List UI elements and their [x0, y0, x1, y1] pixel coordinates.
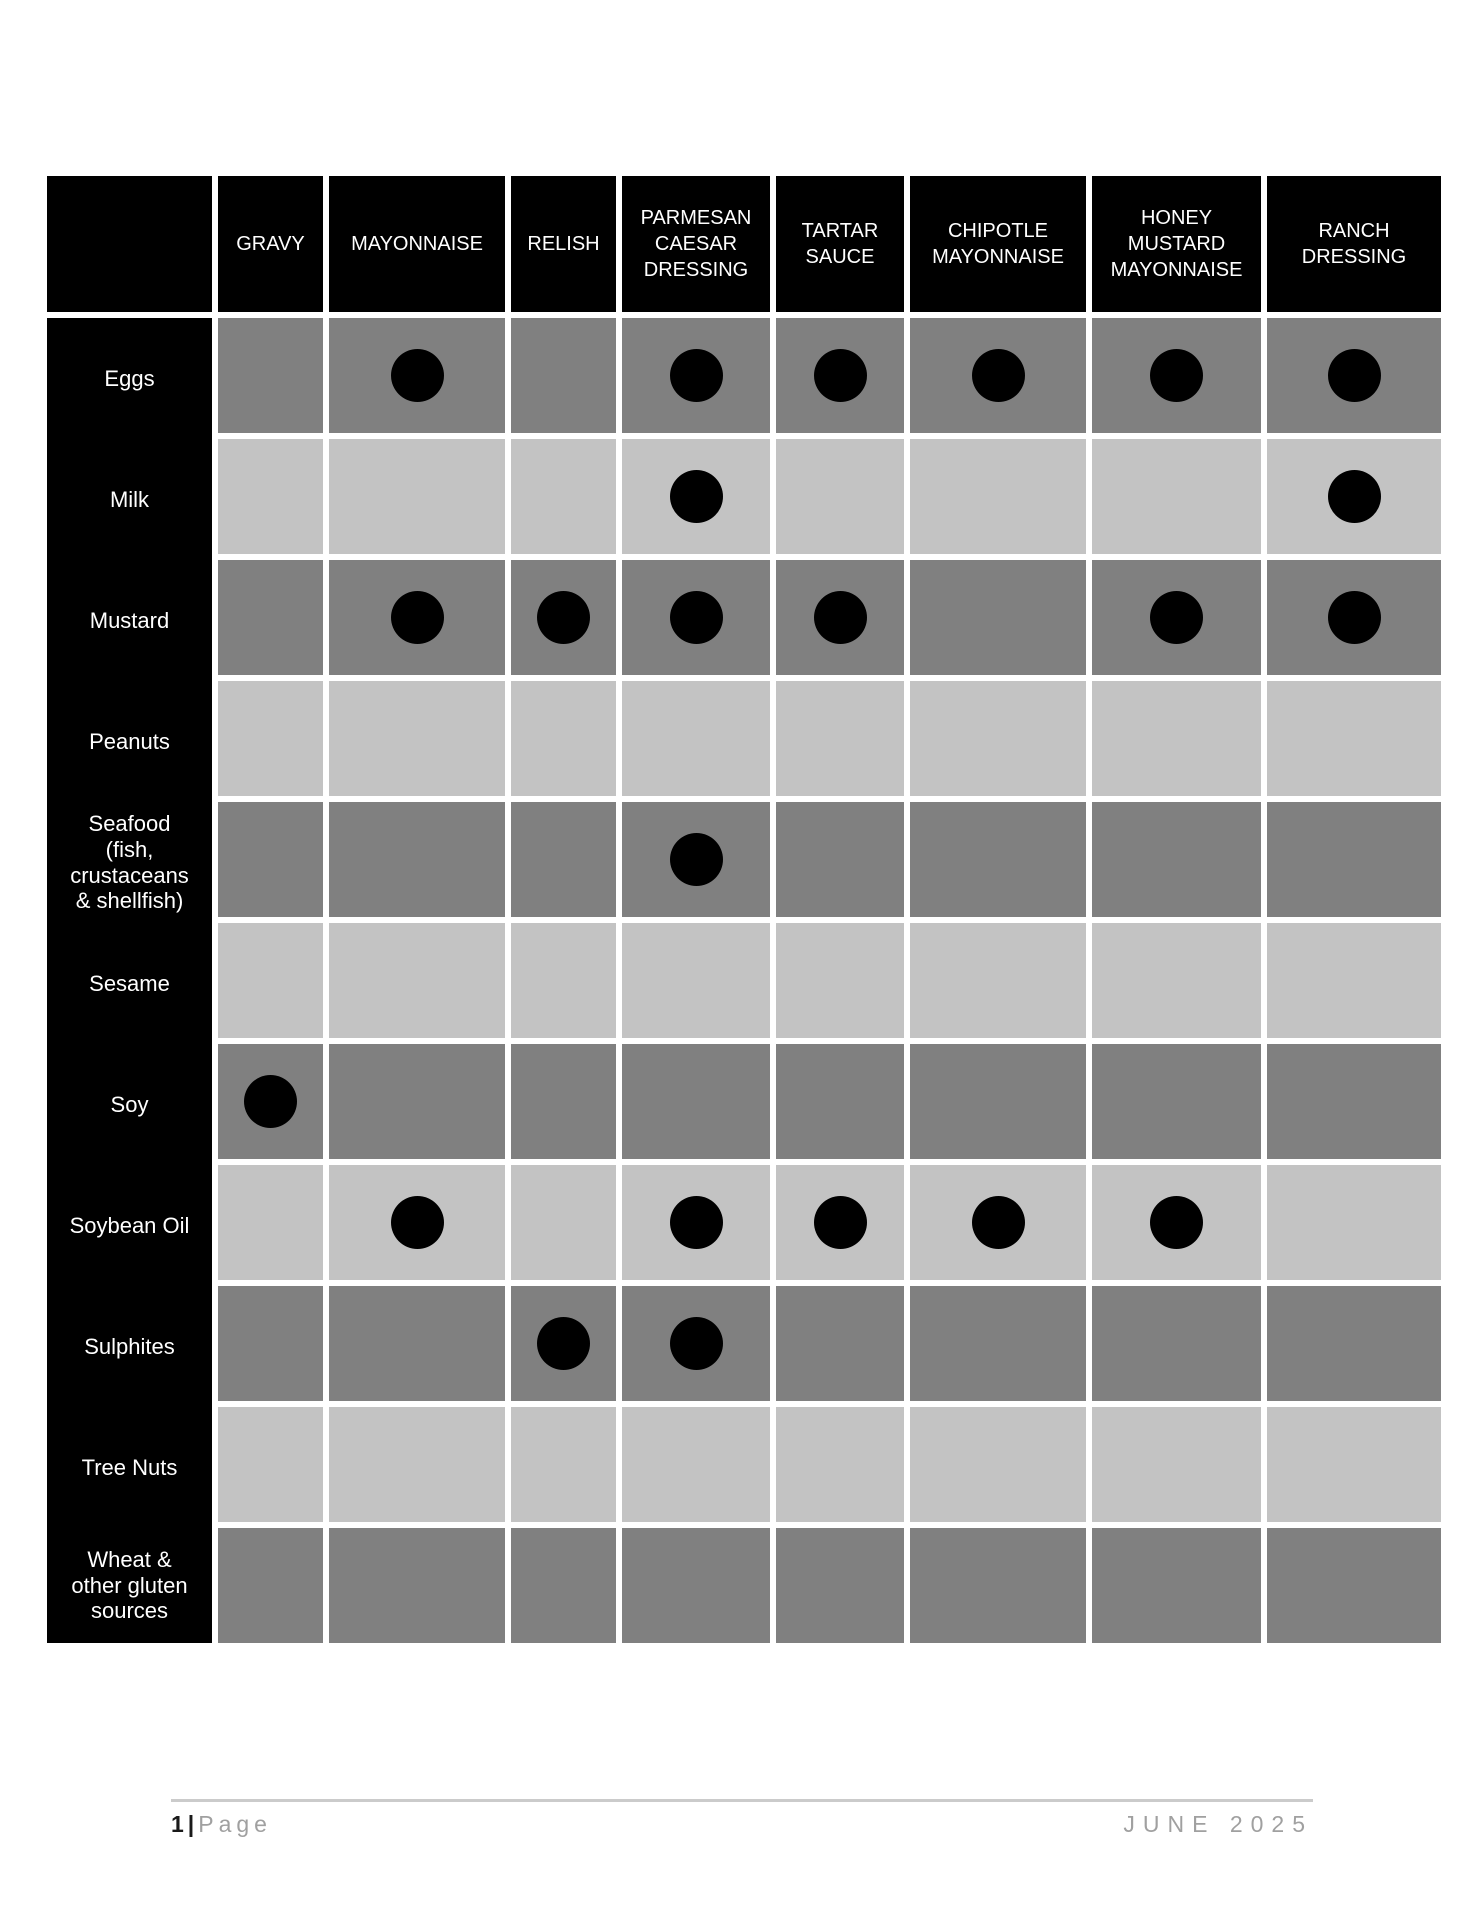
cell-milk-mayonnaise: [329, 439, 505, 554]
allergen-present-dot: [1328, 591, 1381, 644]
cell-sulphites-mayonnaise: [329, 1286, 505, 1401]
cell-soybean-oil-ranch-dressing: [1267, 1165, 1441, 1280]
cell-wheat-other-gluten-sources-mayonnaise: [329, 1528, 505, 1643]
row-label-mustard: Mustard: [89, 607, 170, 633]
page-number-area: [171, 1811, 272, 1838]
row-label-column: [47, 176, 212, 1643]
allergen-present-dot: [814, 349, 867, 402]
cell-eggs-gravy: [218, 318, 323, 433]
cell-sulphites-relish: [511, 1286, 616, 1401]
allergen-present-dot: [1150, 349, 1203, 402]
column-header-ranch-dressing: RANCH DRESSING: [1267, 176, 1441, 312]
allergen-grid: [218, 176, 1441, 1643]
allergen-present-dot: [670, 1196, 723, 1249]
cell-wheat-other-gluten-sources-gravy: [218, 1528, 323, 1643]
allergen-present-dot: [1328, 349, 1381, 402]
cell-milk-chipotle-mayonnaise: [910, 439, 1086, 554]
cell-soy-ranch-dressing: [1267, 1044, 1441, 1159]
cell-soy-parmesan-caesar-dressing: [622, 1044, 770, 1159]
cell-milk-relish: [511, 439, 616, 554]
cell-soybean-oil-relish: [511, 1165, 616, 1280]
allergen-present-dot: [244, 1075, 297, 1128]
row-label-peanuts: Peanuts: [89, 728, 170, 754]
cell-peanuts-relish: [511, 681, 616, 796]
cell-seafood-fish-crustaceans-shellfish-tartar-sauce: [776, 802, 904, 917]
cell-wheat-other-gluten-sources-chipotle-mayonnaise: [910, 1528, 1086, 1643]
cell-sesame-chipotle-mayonnaise: [910, 923, 1086, 1038]
cell-mustard-gravy: [218, 560, 323, 675]
row-label-eggs: Eggs: [104, 365, 155, 391]
cell-peanuts-gravy: [218, 681, 323, 796]
cell-seafood-fish-crustaceans-shellfish-chipotle-mayonnaise: [910, 802, 1086, 917]
column-header-gravy: GRAVY: [218, 176, 323, 312]
cell-tree-nuts-relish: [511, 1407, 616, 1522]
column-header-parmesan-caesar-dressing: PARMESAN CAESAR DRESSING: [622, 176, 770, 312]
cell-eggs-parmesan-caesar-dressing: [622, 318, 770, 433]
cell-sulphites-gravy: [218, 1286, 323, 1401]
cell-mustard-honey-mustard-mayonnaise: [1092, 560, 1261, 675]
cell-mustard-ranch-dressing: [1267, 560, 1441, 675]
allergen-present-dot: [670, 470, 723, 523]
cell-sulphites-chipotle-mayonnaise: [910, 1286, 1086, 1401]
cell-seafood-fish-crustaceans-shellfish-gravy: [218, 802, 323, 917]
allergen-present-dot: [814, 1196, 867, 1249]
cell-soybean-oil-chipotle-mayonnaise: [910, 1165, 1086, 1280]
allergen-present-dot: [537, 591, 590, 644]
row-label-seafood-fish-crustaceans-shellfish: Seafood (fish, crustaceans & shellfish): [70, 810, 189, 914]
cell-milk-honey-mustard-mayonnaise: [1092, 439, 1261, 554]
cell-tree-nuts-gravy: [218, 1407, 323, 1522]
cell-mustard-tartar-sauce: [776, 560, 904, 675]
cell-soybean-oil-parmesan-caesar-dressing: [622, 1165, 770, 1280]
page-label: Page: [198, 1811, 272, 1837]
cell-sulphites-honey-mustard-mayonnaise: [1092, 1286, 1261, 1401]
cell-eggs-mayonnaise: [329, 318, 505, 433]
cell-peanuts-chipotle-mayonnaise: [910, 681, 1086, 796]
table-corner-cell: [47, 176, 212, 312]
cell-wheat-other-gluten-sources-tartar-sauce: [776, 1528, 904, 1643]
cell-sesame-gravy: [218, 923, 323, 1038]
cell-soybean-oil-honey-mustard-mayonnaise: [1092, 1165, 1261, 1280]
cell-wheat-other-gluten-sources-ranch-dressing: [1267, 1528, 1441, 1643]
page-footer: [171, 1799, 1313, 1838]
cell-milk-ranch-dressing: [1267, 439, 1441, 554]
allergen-present-dot: [391, 591, 444, 644]
cell-eggs-relish: [511, 318, 616, 433]
allergen-present-dot: [391, 349, 444, 402]
cell-milk-parmesan-caesar-dressing: [622, 439, 770, 554]
cell-mustard-mayonnaise: [329, 560, 505, 675]
cell-peanuts-ranch-dressing: [1267, 681, 1441, 796]
cell-sesame-relish: [511, 923, 616, 1038]
allergen-present-dot: [670, 349, 723, 402]
cell-tree-nuts-honey-mustard-mayonnaise: [1092, 1407, 1261, 1522]
cell-sesame-tartar-sauce: [776, 923, 904, 1038]
cell-soy-tartar-sauce: [776, 1044, 904, 1159]
cell-seafood-fish-crustaceans-shellfish-honey-mustard-mayonnaise: [1092, 802, 1261, 917]
cell-peanuts-parmesan-caesar-dressing: [622, 681, 770, 796]
cell-wheat-other-gluten-sources-honey-mustard-mayonnaise: [1092, 1528, 1261, 1643]
allergen-present-dot: [1150, 591, 1203, 644]
allergen-present-dot: [972, 349, 1025, 402]
cell-tree-nuts-tartar-sauce: [776, 1407, 904, 1522]
allergen-present-dot: [1328, 470, 1381, 523]
cell-tree-nuts-parmesan-caesar-dressing: [622, 1407, 770, 1522]
cell-eggs-ranch-dressing: [1267, 318, 1441, 433]
allergen-present-dot: [537, 1317, 590, 1370]
cell-soy-gravy: [218, 1044, 323, 1159]
cell-sesame-honey-mustard-mayonnaise: [1092, 923, 1261, 1038]
page-number-separator: |: [187, 1811, 195, 1837]
cell-soy-relish: [511, 1044, 616, 1159]
allergen-present-dot: [391, 1196, 444, 1249]
row-label-sulphites: Sulphites: [84, 1333, 175, 1359]
row-label-soybean-oil: Soybean Oil: [69, 1212, 190, 1238]
column-header-tartar-sauce: TARTAR SAUCE: [776, 176, 904, 312]
page-number: 1: [171, 1811, 186, 1837]
allergen-present-dot: [972, 1196, 1025, 1249]
cell-sesame-mayonnaise: [329, 923, 505, 1038]
cell-tree-nuts-mayonnaise: [329, 1407, 505, 1522]
allergen-present-dot: [1150, 1196, 1203, 1249]
cell-peanuts-honey-mustard-mayonnaise: [1092, 681, 1261, 796]
cell-wheat-other-gluten-sources-parmesan-caesar-dressing: [622, 1528, 770, 1643]
cell-wheat-other-gluten-sources-relish: [511, 1528, 616, 1643]
cell-sulphites-tartar-sauce: [776, 1286, 904, 1401]
allergen-present-dot: [670, 833, 723, 886]
column-header-honey-mustard-mayonnaise: HONEY MUSTARD MAYONNAISE: [1092, 176, 1261, 312]
footer-date: JUNE 2025: [1123, 1811, 1313, 1837]
cell-seafood-fish-crustaceans-shellfish-relish: [511, 802, 616, 917]
cell-soybean-oil-mayonnaise: [329, 1165, 505, 1280]
allergen-present-dot: [814, 591, 867, 644]
row-label-sesame: Sesame: [89, 970, 170, 996]
row-label-milk: Milk: [109, 486, 150, 512]
row-label-wheat-other-gluten-sources: Wheat & other gluten sources: [71, 1546, 188, 1624]
cell-peanuts-tartar-sauce: [776, 681, 904, 796]
cell-sesame-parmesan-caesar-dressing: [622, 923, 770, 1038]
cell-milk-gravy: [218, 439, 323, 554]
cell-mustard-parmesan-caesar-dressing: [622, 560, 770, 675]
cell-tree-nuts-ranch-dressing: [1267, 1407, 1441, 1522]
cell-seafood-fish-crustaceans-shellfish-ranch-dressing: [1267, 802, 1441, 917]
cell-sulphites-parmesan-caesar-dressing: [622, 1286, 770, 1401]
row-label-soy: Soy: [110, 1091, 149, 1117]
row-labels: [47, 318, 212, 1643]
row-label-tree-nuts: Tree Nuts: [81, 1454, 178, 1480]
allergen-matrix-table: [47, 176, 1441, 1643]
cell-soybean-oil-gravy: [218, 1165, 323, 1280]
allergen-present-dot: [670, 1317, 723, 1370]
cell-soy-mayonnaise: [329, 1044, 505, 1159]
cell-soy-chipotle-mayonnaise: [910, 1044, 1086, 1159]
cell-soy-honey-mustard-mayonnaise: [1092, 1044, 1261, 1159]
cell-mustard-chipotle-mayonnaise: [910, 560, 1086, 675]
cell-peanuts-mayonnaise: [329, 681, 505, 796]
cell-mustard-relish: [511, 560, 616, 675]
cell-eggs-tartar-sauce: [776, 318, 904, 433]
column-header-relish: RELISH: [511, 176, 616, 312]
cell-seafood-fish-crustaceans-shellfish-mayonnaise: [329, 802, 505, 917]
cell-sesame-ranch-dressing: [1267, 923, 1441, 1038]
cell-sulphites-ranch-dressing: [1267, 1286, 1441, 1401]
column-header-chipotle-mayonnaise: CHIPOTLE MAYONNAISE: [910, 176, 1086, 312]
column-header-mayonnaise: MAYONNAISE: [329, 176, 505, 312]
allergen-present-dot: [670, 591, 723, 644]
cell-eggs-honey-mustard-mayonnaise: [1092, 318, 1261, 433]
cell-soybean-oil-tartar-sauce: [776, 1165, 904, 1280]
cell-milk-tartar-sauce: [776, 439, 904, 554]
cell-tree-nuts-chipotle-mayonnaise: [910, 1407, 1086, 1522]
cell-seafood-fish-crustaceans-shellfish-parmesan-caesar-dressing: [622, 802, 770, 917]
cell-eggs-chipotle-mayonnaise: [910, 318, 1086, 433]
